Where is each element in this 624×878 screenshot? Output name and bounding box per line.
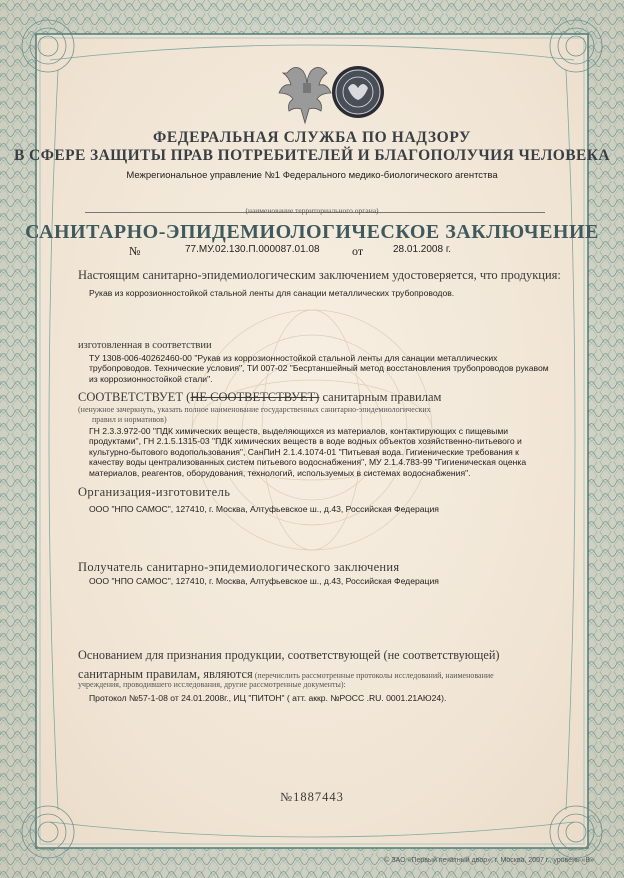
basis-value: Протокол №57-1-08 от 24.01.2008г., ИЦ "ПИТОН" ( атт. аккр. №РОСС .RU. 0001.21АЮ24). (89, 693, 447, 703)
basis-line2-main: санитарным правилам, являются (78, 667, 253, 681)
basis-line1: Основанием для признания продукции, соответствующей (не соответствующей) (78, 648, 500, 662)
territorial-hint: (наименование территориального органа) (245, 206, 379, 215)
conformity-line2: продуктами", ГН 2.1.5.1315-03 "ПДК химических веществ в воде водных объектов хозяйственно-питьевого и (89, 436, 522, 447)
conformity-hint (78, 405, 431, 424)
certificate-date: 28.01.2008 г. (393, 244, 452, 255)
manufactured-line2: трубопроводов. Технические условия", ТИ 007-02 "Бесртаншейный метод восстановления трубопроводов рукавом (89, 363, 549, 374)
conformity-line4: качеству воды централизованных систем питьевого водоснабжения", МУ 2.1.4.783-99 "Гигиеническая оценка (89, 457, 527, 468)
conformity-line3: культурно-бытового водопользования", СанПиН 2.1.4.1074-01 "Питьевая вода. Гигиенические требования к (89, 446, 519, 457)
conformity-text (89, 426, 526, 478)
manufactured-text (89, 353, 549, 384)
certificate-number: 77.МУ.02.130.П.000087.01.08 (185, 244, 320, 255)
conformity-line1: ГН 2.3.3.972-00 "ПДК химических веществ, выделяющихся из материалов, контактирующих с пищевыми (89, 426, 509, 436)
conformity-suffix: санитарным правилам (319, 390, 442, 404)
number-label: № (129, 244, 141, 258)
conformity-hint-line2: правил и нормативов) (92, 414, 167, 424)
date-label: от (352, 244, 364, 258)
conformity-line5: материалов, реагентов, оборудования, технологий, используемых в системах водоснабжения". (89, 467, 471, 478)
manufactured-line1: ТУ 1308-006-40262460-00 "Рукав из коррозионностойкой стальной ленты для санации металлических (89, 353, 498, 363)
basis-line2-hint: (перечислить рассмотренные протоколы исследований, наименование (252, 671, 494, 680)
recipient-value: ООО "НПО САМОС", 127410, г. Москва, Алтуфьевское ш., д.43, Российская Федерация (89, 576, 439, 586)
manufacturer-label: Организация-изготовитель (78, 485, 231, 499)
header-agency-line2: В СФЕРЕ ЗАЩИТЫ ПРАВ ПОТРЕБИТЕЛЕЙ И БЛАГОПОЛУЧИЯ ЧЕЛОВЕКА (14, 147, 610, 164)
conformity-struck: НЕ СООТВЕТСТВУЕТ) (190, 390, 320, 404)
conformity-prefix: СООТВЕТСТВУЕТ ( (78, 390, 191, 404)
blank-serial-number: №1887443 (280, 790, 344, 804)
basis-line3-hint: учреждения, проводившего исследования, другие рассмотренные документы): (78, 680, 346, 689)
certificate-title: САНИТАРНО-ЭПИДЕМИОЛОГИЧЕСКОЕ ЗАКЛЮЧЕНИЕ (25, 221, 599, 243)
manufacturer-value: ООО "НПО САМОС", 127410, г. Москва, Алтуфьевское ш., д.43, Российская Федерация (89, 504, 439, 514)
header-agency-line1: ФЕДЕРАЛЬНАЯ СЛУЖБА ПО НАДЗОРУ (153, 129, 471, 146)
recipient-label: Получатель санитарно-эпидемиологического заключения (78, 560, 400, 574)
intro-product: Рукав из коррозионностойкой стальной ленты для санации металлических трубопроводов. (89, 288, 455, 298)
intro-label: Настоящим санитарно-эпидемиологическим заключением удостоверяется, что продукция: (78, 268, 561, 282)
manufactured-label: изготовленная в соответствии (78, 340, 212, 351)
conformity-hint-line1: (ненужное зачеркнуть, указать полное наименование государственных санитарно-эпидемиологических (78, 405, 431, 414)
manufactured-line3: из коррозионностойкой стали". (89, 373, 213, 384)
printer-footer: © ЗАО «Первый печатный двор», г. Москва, 2007 г., уровень «В» (384, 857, 594, 864)
header-subtitle: Межрегиональное управление №1 Федерального медико-биологического агентства (126, 170, 498, 181)
conformity-label (78, 390, 441, 405)
